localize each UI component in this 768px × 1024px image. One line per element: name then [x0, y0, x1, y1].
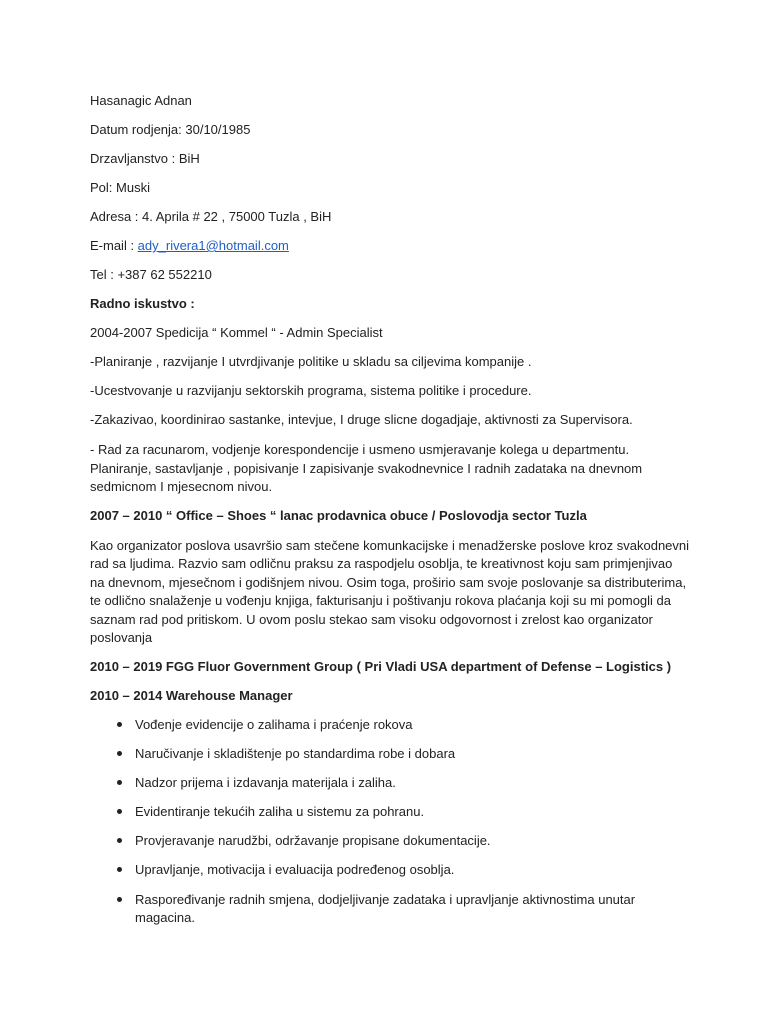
- job-duty: -Planiranje , razvijanje I utvrdjivanje politike u skladu sa ciljevima kompanije .: [90, 354, 532, 369]
- list-item-text: Nadzor prijema i izdavanja materijala i zaliha.: [135, 774, 396, 790]
- job-description: Kao organizator poslova usavršio sam stečene komunkacijske i menadžerske poslove kroz svakodnevni rad sa ljudima. Razvio sam odličnu praksu za raspodjelu osoblja, te kreativnost koju sam primjenjivao na dnevnom, mjesečnom i godišnjem nivou. Osim toga, proširio sam svoje poslovanje sa distributerima, te odlično snalaženje u vođenju knjiga, fakturisanju i poštivanju rokova plaćanja koji su mi pomogli da saznam rad pod pritiskom. U ovom poslu stekao sam visoku odgovornost i zrelost kao organizator poslovanja: [90, 537, 690, 645]
- full-name: Hasanagic Adnan: [90, 93, 192, 108]
- list-item-text: Evidentiranje tekućih zaliha u sistemu za pohranu.: [135, 803, 425, 819]
- job-duty: - Rad za racunarom, vodjenje korespondencije i usmeno usmjeravanje kolega u departmentu. Planiranje, sastavljanje , popisivanje I zapisivanje svakodnevnice I radnih zadataka na dnevnom sedmicnom I mjesecnom nivou.: [90, 442, 643, 494]
- email-link[interactable]: ady_rivera1@hotmail.com: [137, 238, 289, 253]
- bullet-icon: [117, 722, 122, 727]
- list-item-text: Provjeravanje narudžbi, održavanje propisane dokumentacije.: [135, 832, 491, 848]
- list-item-text: Naručivanje i skladištenje po standardima robe i dobara: [135, 745, 456, 761]
- bullet-icon: [117, 809, 122, 814]
- date-of-birth: Datum rodjenja: 30/10/1985: [90, 122, 251, 137]
- list-item: [90, 775, 690, 791]
- email-label: E-mail :: [90, 238, 138, 253]
- list-item-text: Upravljanje, motivacija i evaluacija podređenog osoblja.: [135, 861, 455, 877]
- bullet-icon: [117, 751, 122, 756]
- citizenship: Drzavljanstvo : BiH: [90, 151, 200, 166]
- job-title: 2007 – 2010 “ Office – Shoes “ lanac prodavnica obuce / Poslovodja sector Tuzla: [90, 507, 587, 523]
- phone: Tel : +387 62 552210: [90, 267, 212, 282]
- job-duty: -Zakazivao, koordinirao sastanke, intevjue, I druge slicne dogadjaje, aktivnosti za Supervisora.: [90, 412, 633, 427]
- job-title: 2004-2007 Spedicija “ Kommel “ - Admin Specialist: [90, 325, 383, 340]
- list-item: [90, 833, 690, 849]
- job-subtitle: 2010 – 2014 Warehouse Manager: [90, 687, 293, 703]
- email-line: [90, 238, 690, 254]
- list-item: [90, 746, 690, 762]
- bullet-icon: [117, 780, 122, 785]
- list-item: [90, 804, 690, 820]
- experience-heading: Radno iskustvo :: [90, 296, 195, 311]
- list-item: [90, 717, 690, 733]
- bullet-icon: [117, 867, 122, 872]
- gender: Pol: Muski: [90, 180, 150, 195]
- bullet-icon: [117, 897, 122, 902]
- job-duty: -Ucestvovanje u razvijanju sektorskih programa, sistema politike i procedure.: [90, 383, 532, 398]
- duties-list: [90, 717, 690, 928]
- list-item: [90, 891, 690, 928]
- list-item-text: Vođenje evidencije o zalihama i praćenje rokova: [135, 716, 413, 732]
- list-item-text: Raspoređivanje radnih smjena, dodjeljivanje zadataka i upravljanje aktivnostima unutar magacina.: [135, 891, 636, 925]
- bullet-icon: [117, 838, 122, 843]
- address: Adresa : 4. Aprila # 22 , 75000 Tuzla , BiH: [90, 209, 332, 224]
- list-item: [90, 862, 690, 878]
- cv-content: [90, 93, 690, 941]
- job-title: 2010 – 2019 FGG Fluor Government Group ( Pri Vladi USA department of Defense – Logistics ): [90, 658, 672, 674]
